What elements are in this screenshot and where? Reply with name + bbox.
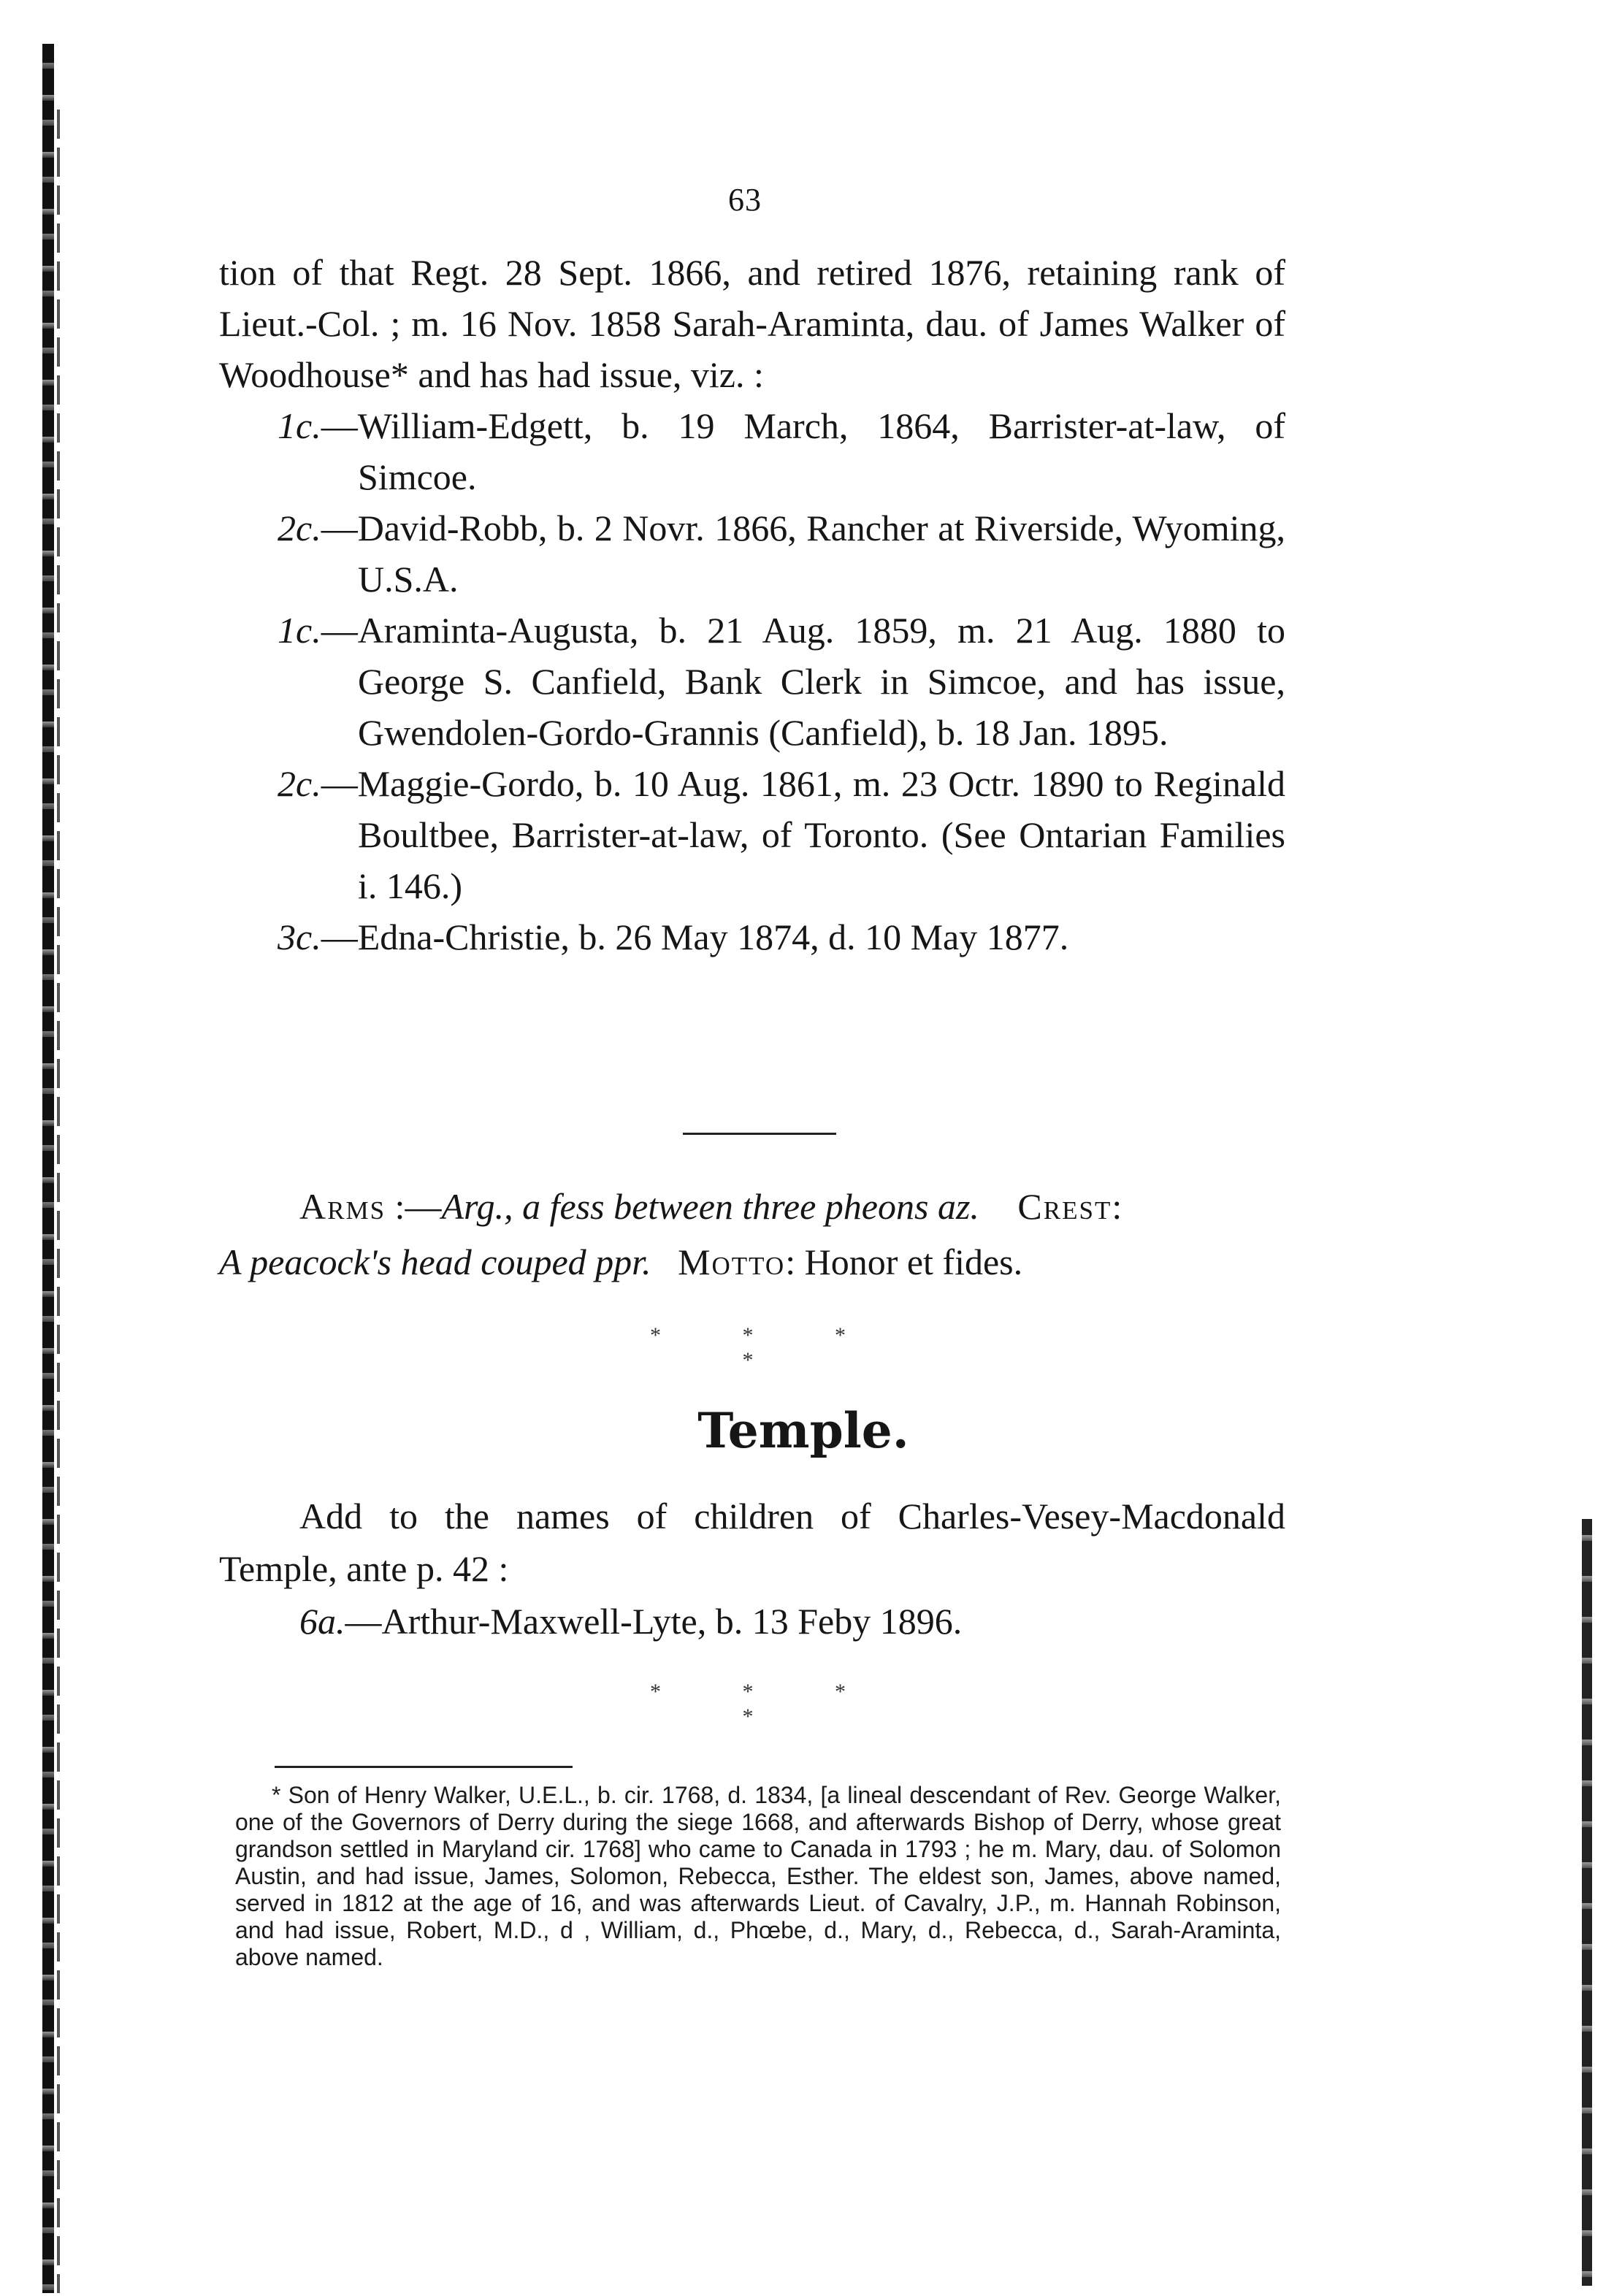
walker-intro-paragraph: tion of that Regt. 28 Sept. 1866, and retired 1876, retaining rank of Lieut.-Col. ; m. 16 Nov. 1858 Sarah-Araminta, dau. of James Walker of Woodhouse* and has had issue, viz. : — [219, 252, 1285, 395]
motto-text: Honor et fides. — [804, 1241, 1023, 1282]
arms-line — [219, 1179, 1285, 1234]
crest-text: A peacock's head couped ppr. — [219, 1241, 651, 1282]
arms-separator: :— — [386, 1186, 442, 1227]
section-heading-temple: Temple. — [697, 1402, 909, 1459]
page-number: 63 — [728, 182, 762, 218]
crest-separator: : — [1112, 1186, 1122, 1227]
child-entry — [219, 911, 1285, 963]
arms-text: Arg., a fess between three pheons az. — [441, 1186, 979, 1227]
generation-mark: 1c. — [278, 610, 321, 651]
scan-edge-left — [42, 44, 54, 2293]
generation-mark: 2c. — [278, 763, 321, 804]
generation-mark: 3c. — [278, 917, 321, 957]
child-text: —David-Robb, b. 2 Novr. 1866, Rancher at Riverside, Wyoming, U.S.A. — [321, 508, 1285, 600]
footnote-divider — [275, 1766, 573, 1768]
footnote — [235, 1782, 1281, 1971]
separator-stars-bottom: * * * * — [650, 1680, 884, 1729]
generation-mark: 2c. — [278, 508, 321, 548]
child-entry — [219, 502, 1285, 605]
walker-family-section — [219, 247, 1285, 963]
generation-mark: 1c. — [278, 405, 321, 446]
crest-label: Crest — [1017, 1186, 1112, 1227]
child-text: —Arthur-Maxwell-Lyte, b. 13 Feby 1896. — [345, 1601, 963, 1642]
temple-child-entry — [219, 1595, 1285, 1648]
scan-edge-left-thin — [57, 110, 60, 2293]
child-entry — [219, 605, 1285, 758]
child-text: —Edna-Christie, b. 26 May 1874, d. 10 May 1877. — [321, 917, 1069, 957]
child-text: —William-Edgett, b. 19 March, 1864, Barrister-at-law, of Simcoe. — [321, 405, 1285, 497]
child-entry — [219, 758, 1285, 911]
child-entry — [219, 400, 1285, 502]
child-text: —Araminta-Augusta, b. 21 Aug. 1859, m. 21 Aug. 1880 to George S. Canfield, Bank Clerk in Simcoe, and has issue, Gwendolen-Gordo-Grannis (Canfield), b. 18 Jan. 1895. — [321, 610, 1285, 753]
arms-label: Arms — [299, 1186, 386, 1227]
motto-label: Motto — [678, 1241, 786, 1282]
temple-intro-paragraph: Add to the names of children of Charles-Vesey-Macdonald Temple, ante p. 42 : — [219, 1496, 1285, 1589]
section-divider — [683, 1133, 836, 1135]
crest-motto-line — [219, 1234, 1285, 1290]
scan-edge-right — [1582, 1519, 1592, 2286]
child-text: —Maggie-Gordo, b. 10 Aug. 1861, m. 23 Octr. 1890 to Reginald Boultbee, Barrister-at-law, of Toronto. (See Ontarian Families i. 146.) — [321, 763, 1285, 906]
arms-block — [219, 1179, 1285, 1290]
footnote-text: * Son of Henry Walker, U.E.L., b. cir. 1768, d. 1834, [a lineal descendant of Rev. George Walker, one of the Governors of Derry during the siege 1668, and afterwards Bishop of Derry, whose great grandson settled in Maryland cir. 1768] who came to Canada in 1793 ; he m. Mary, dau. of Solomon Austin, and had issue, James, Solomon, Rebecca, Esther. The eldest son, James, above named, served in 1812 at the age of 16, and was afterwards Lieut. of Cavalry, J.P., m. Hannah Robinson, and had issue, Robert, M.D., d , William, d., Phœbe, d., Mary, d., Rebecca, d., Sarah-Araminta, above named. — [235, 1782, 1281, 1970]
motto-separator: : — [785, 1241, 796, 1282]
generation-mark: 6a. — [299, 1601, 345, 1642]
temple-section — [219, 1490, 1285, 1648]
separator-stars-top: * * * * — [650, 1323, 884, 1372]
